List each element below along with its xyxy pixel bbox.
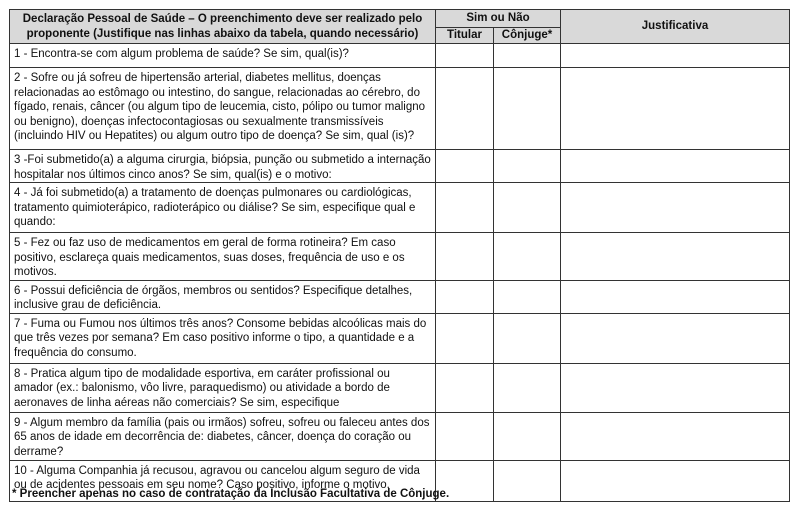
table-title: Declaração Pessoal de Saúde – O preenchimento deve ser realizado pelo proponente (Justifique nas linhas abaixo da tabela, quando necessário) [10,10,436,44]
titular-answer-cell[interactable] [436,68,494,150]
justification-cell[interactable] [561,313,790,363]
table-row [10,44,790,68]
question-text: 10 - Alguma Companhia já recusou, agravou ou cancelou algum seguro de vida ou de acidentes pessoais em seu nome? Caso positivo, informe o motivo. [10,460,436,501]
table-row [10,68,790,150]
sim-nao-header: Sim ou Não [436,10,561,28]
justification-cell[interactable] [561,183,790,233]
justification-cell[interactable] [561,412,790,460]
table-row [10,233,790,281]
conjuge-answer-cell[interactable] [494,412,561,460]
conjuge-answer-cell[interactable] [494,44,561,68]
justification-cell[interactable] [561,233,790,281]
table-row [10,183,790,233]
question-text: 2 - Sofre ou já sofreu de hipertensão arterial, diabetes mellitus, doenças relacionadas ao estômago ou intestino, do sangue, relacionadas ao cérebro, do fígado, renais, câncer (ou algum tipo de leucemia, cisto, pólipo ou tumor maligno ou benigno), doenças infectocontagiosas ou sexualmente transmissíveis (incluindo HIV ou Hepatites) ou algum outro tipo de doença? Se sim, qual (is)? [10,68,436,150]
justification-cell[interactable] [561,280,790,313]
justification-cell[interactable] [561,460,790,501]
conjuge-answer-cell[interactable] [494,460,561,501]
justification-cell[interactable] [561,150,790,183]
question-text: 5 - Fez ou faz uso de medicamentos em geral de forma rotineira? Em caso positivo, esclareça quais medicamentos, suas doses, frequência de uso e os motivos. [10,233,436,281]
table-row [10,313,790,363]
titular-answer-cell[interactable] [436,412,494,460]
titular-answer-cell[interactable] [436,233,494,281]
titular-header: Titular [436,27,494,44]
conjuge-answer-cell[interactable] [494,150,561,183]
justification-cell[interactable] [561,68,790,150]
question-text: 4 - Já foi submetido(a) a tratamento de doenças pulmonares ou cardiológicas, tratamento quimioterápico, radioterápico ou diálise? Se sim, especifique qual e quando: [10,183,436,233]
question-text: 7 - Fuma ou Fumou nos últimos três anos? Consome bebidas alcoólicas mais do que três vezes por semana? Em caso positivo informe o tipo, a quantidade e a frequência do consumo. [10,313,436,363]
health-declaration-table [9,9,790,502]
titular-answer-cell[interactable] [436,363,494,412]
titular-answer-cell[interactable] [436,44,494,68]
titular-answer-cell[interactable] [436,313,494,363]
justification-cell[interactable] [561,363,790,412]
table-row [10,363,790,412]
question-text: 9 - Algum membro da família (pais ou irmãos) sofreu, sofreu ou faleceu antes dos 65 anos de idade em decorrência de: diabetes, câncer, doença do coração ou derrame? [10,412,436,460]
question-text: 3 -Foi submetido(a) a alguma cirurgia, biópsia, punção ou submetido a internação hospitalar nos últimos cinco anos? Se sim, qual(is) e o motivo: [10,150,436,183]
footnote: * Preencher apenas no caso de contratação da Inclusão Facultativa de Cônjuge. [12,488,450,500]
titular-answer-cell[interactable] [436,183,494,233]
conjuge-answer-cell[interactable] [494,280,561,313]
question-text: 8 - Pratica algum tipo de modalidade esportiva, em caráter profissional ou amador (ex.: balonismo, vôo livre, paraquedismo) ou atividade a bordo de aeronaves de linha aéreas não comerciais? Se sim, especifique [10,363,436,412]
table-row [10,150,790,183]
titular-answer-cell[interactable] [436,280,494,313]
justificativa-header: Justificativa [561,10,790,44]
conjuge-header: Cônjuge* [494,27,561,44]
conjuge-answer-cell[interactable] [494,363,561,412]
question-text: 6 - Possui deficiência de órgãos, membros ou sentidos? Especifique detalhes, inclusive grau de deficiência. [10,280,436,313]
conjuge-answer-cell[interactable] [494,313,561,363]
conjuge-answer-cell[interactable] [494,68,561,150]
question-text: 1 - Encontra-se com algum problema de saúde? Se sim, qual(is)? [10,44,436,68]
table-row [10,280,790,313]
table-row [10,412,790,460]
justification-cell[interactable] [561,44,790,68]
conjuge-answer-cell[interactable] [494,183,561,233]
conjuge-answer-cell[interactable] [494,233,561,281]
titular-answer-cell[interactable] [436,150,494,183]
